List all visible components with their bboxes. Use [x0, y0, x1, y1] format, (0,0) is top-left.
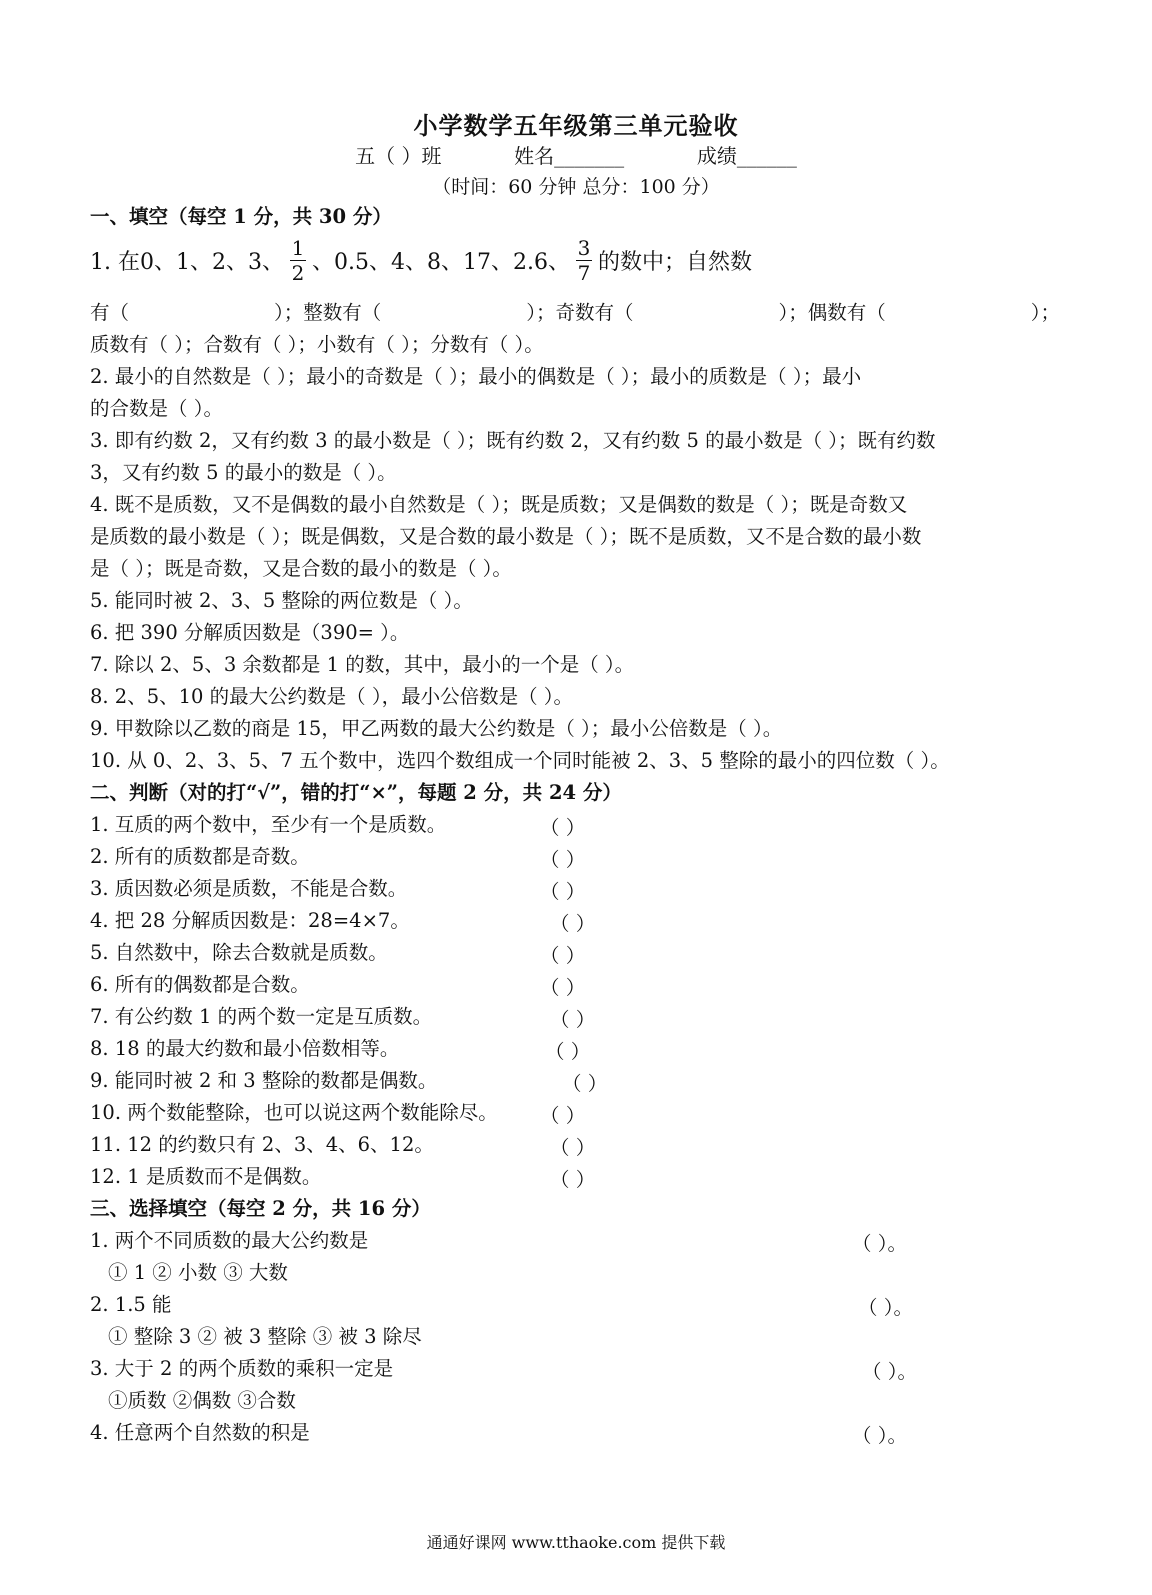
q8: 8. 2、5、10 的最大公约数是（ ），最小公倍数是（ ）。: [90, 685, 574, 708]
judge-text: 5. 自然数中，除去合数就是质数。: [90, 941, 388, 964]
judge-text: 4. 把 28 分解质因数是：28=4×7。: [90, 909, 410, 932]
fraction-denominator: 7: [577, 260, 591, 285]
judge-paren: （ ）: [540, 976, 586, 999]
q1-line2: [90, 300, 1060, 326]
judge-item: [90, 972, 310, 998]
judge-paren: （ ）: [540, 1104, 586, 1127]
judge-text: 12. 1 是质数而不是偶数。: [90, 1165, 322, 1188]
choice-question: 1. 两个不同质数的最大公约数是: [90, 1229, 369, 1252]
judge-paren: （ ）: [550, 1136, 596, 1159]
judge-item: [90, 908, 410, 934]
judge-item: [90, 1164, 321, 1190]
judge-paren: （ ）: [550, 1168, 596, 1191]
section2-heading: 二、判断（对的打“√”，错的打“×”，每题 2 分，共 24 分）: [90, 781, 622, 804]
choice-paren: （ ）。: [852, 1232, 907, 1255]
student-info-row: [0, 140, 1152, 169]
judge-item: [90, 1068, 437, 1094]
q3-line2: 3，又有约数 5 的最小的数是（ ）。: [90, 461, 397, 484]
choice-paren: （ ）。: [862, 1360, 917, 1383]
q1-even-blank: ）；偶数有（: [778, 301, 886, 324]
choice-options: ① 1 ② 小数 ③ 大数: [108, 1261, 288, 1284]
class-label: 五（ ）班: [355, 144, 442, 168]
fraction-numerator: 3: [577, 235, 591, 260]
judge-item: [90, 1036, 399, 1062]
choice-question: 2. 1.5 能: [90, 1293, 172, 1316]
choice-question: 4. 任意两个自然数的积是: [90, 1421, 310, 1444]
question-1-1: [90, 226, 752, 294]
choice-paren: （ ）。: [852, 1424, 907, 1447]
judge-text: 6. 所有的偶数都是合数。: [90, 973, 310, 996]
q1-end: ）；: [1030, 301, 1060, 324]
judge-text: 11. 12 的约数只有 2、3、4、6、12。: [90, 1133, 434, 1156]
section1-heading: 一、填空（每空 1 分，共 30 分）: [90, 205, 392, 228]
judge-paren: （ ）: [550, 1008, 596, 1031]
footer-credit: 通通好课网 www.tthaoke.com 提供下载: [426, 1533, 726, 1552]
q1-suffix: 的数中；自然数: [597, 249, 752, 275]
fraction-denominator: 2: [291, 260, 305, 285]
judge-paren: （ ）: [540, 880, 586, 903]
judge-paren: （ ）: [540, 944, 586, 967]
judge-item: [90, 940, 388, 966]
judge-item: [90, 812, 446, 838]
q1-natural-blank: 有（: [90, 301, 130, 324]
judge-item: [90, 1004, 432, 1030]
q1-integer-blank: ）；整数有（: [273, 301, 382, 324]
q4-line1: 4. 既不是质数，又不是偶数的最小自然数是（ ）；既是质数；又是偶数的数是（ ）；既是奇数又: [90, 493, 908, 516]
section3-heading: 三、选择填空（每空 2 分，共 16 分）: [90, 1197, 431, 1220]
choice-options: ① 整除 3 ② 被 3 整除 ③ 被 3 除尽: [108, 1325, 422, 1348]
judge-text: 8. 18 的最大约数和最小倍数相等。: [90, 1037, 400, 1060]
judge-item: [90, 876, 407, 902]
judge-paren: （ ）: [540, 816, 586, 839]
q1-line3: 质数有（ ）；合数有（ ）；小数有（ ）；分数有（ ）。: [90, 333, 544, 356]
q2-line1: 2. 最小的自然数是（ ）；最小的奇数是（ ）；最小的偶数是（ ）；最小的质数是（ ）；最小: [90, 365, 862, 388]
judge-paren: （ ）: [562, 1072, 608, 1095]
choice-question: 3. 大于 2 的两个质数的乘积一定是: [90, 1357, 394, 1380]
fraction-three-sevenths: [576, 236, 592, 285]
judge-paren: （ ）: [550, 912, 596, 935]
judge-text: 10. 两个数能整除，也可以说这两个数能除尽。: [90, 1101, 498, 1124]
choice-paren: （ ）。: [858, 1296, 913, 1319]
judge-text: 1. 互质的两个数中，至少有一个是质数。: [90, 813, 447, 836]
q3-line1: 3. 即有约数 2，又有约数 3 的最小数是（ ）；既有约数 2，又有约数 5 的最小数是（ ）；既有约数: [90, 429, 936, 452]
fraction-one-half: [290, 236, 306, 285]
q2-line2: 的合数是（ ）。: [90, 397, 223, 420]
q4-line2: 是质数的最小数是（ ）；既是偶数，又是合数的最小数是（ ）；既不是质数，又不是合数的最小数: [90, 525, 922, 548]
choice-options: ①质数 ②偶数 ③合数: [108, 1389, 296, 1412]
judge-text: 7. 有公约数 1 的两个数一定是互质数。: [90, 1005, 433, 1028]
q1-mid: 、0.5、4、8、17、2.6、: [311, 249, 570, 275]
fraction-numerator: 1: [291, 235, 305, 260]
q5: 5. 能同时被 2、3、5 整除的两位数是（ ）。: [90, 589, 473, 612]
q1-prefix: 1. 在0、1、2、3、: [90, 249, 284, 275]
q10: 10. 从 0、2、3、5、7 五个数中，选四个数组成一个同时能被 2、3、5 整除的最小的四位数（ ）。: [90, 749, 950, 772]
q6: 6. 把 390 分解质因数是（390= ）。: [90, 621, 410, 644]
q4-line3: 是（ ）；既是奇数，又是合数的最小的数是（ ）。: [90, 557, 512, 580]
judge-text: 3. 质因数必须是质数，不能是合数。: [90, 877, 408, 900]
q7: 7. 除以 2、5、3 余数都是 1 的数，其中，最小的一个是（ ）。: [90, 653, 635, 676]
score-label: 成绩______: [696, 144, 797, 168]
judge-item: [90, 1100, 498, 1126]
judge-item: [90, 1132, 434, 1158]
judge-text: 2. 所有的质数都是奇数。: [90, 845, 310, 868]
judge-paren: （ ）: [540, 848, 586, 871]
q9: 9. 甲数除以乙数的商是 15，甲乙两数的最大公约数是（ ）；最小公倍数是（ ）。: [90, 717, 783, 740]
page-title: 小学数学五年级第三单元验收: [413, 111, 739, 140]
name-label: 姓名_______: [514, 144, 625, 168]
time-info: （时间：60 分钟 总分：100 分）: [432, 176, 720, 198]
judge-paren: （ ）: [545, 1040, 591, 1063]
judge-item: [90, 844, 310, 870]
judge-text: 9. 能同时被 2 和 3 整除的数都是偶数。: [90, 1069, 438, 1092]
q1-odd-blank: ）；奇数有（: [526, 301, 634, 324]
